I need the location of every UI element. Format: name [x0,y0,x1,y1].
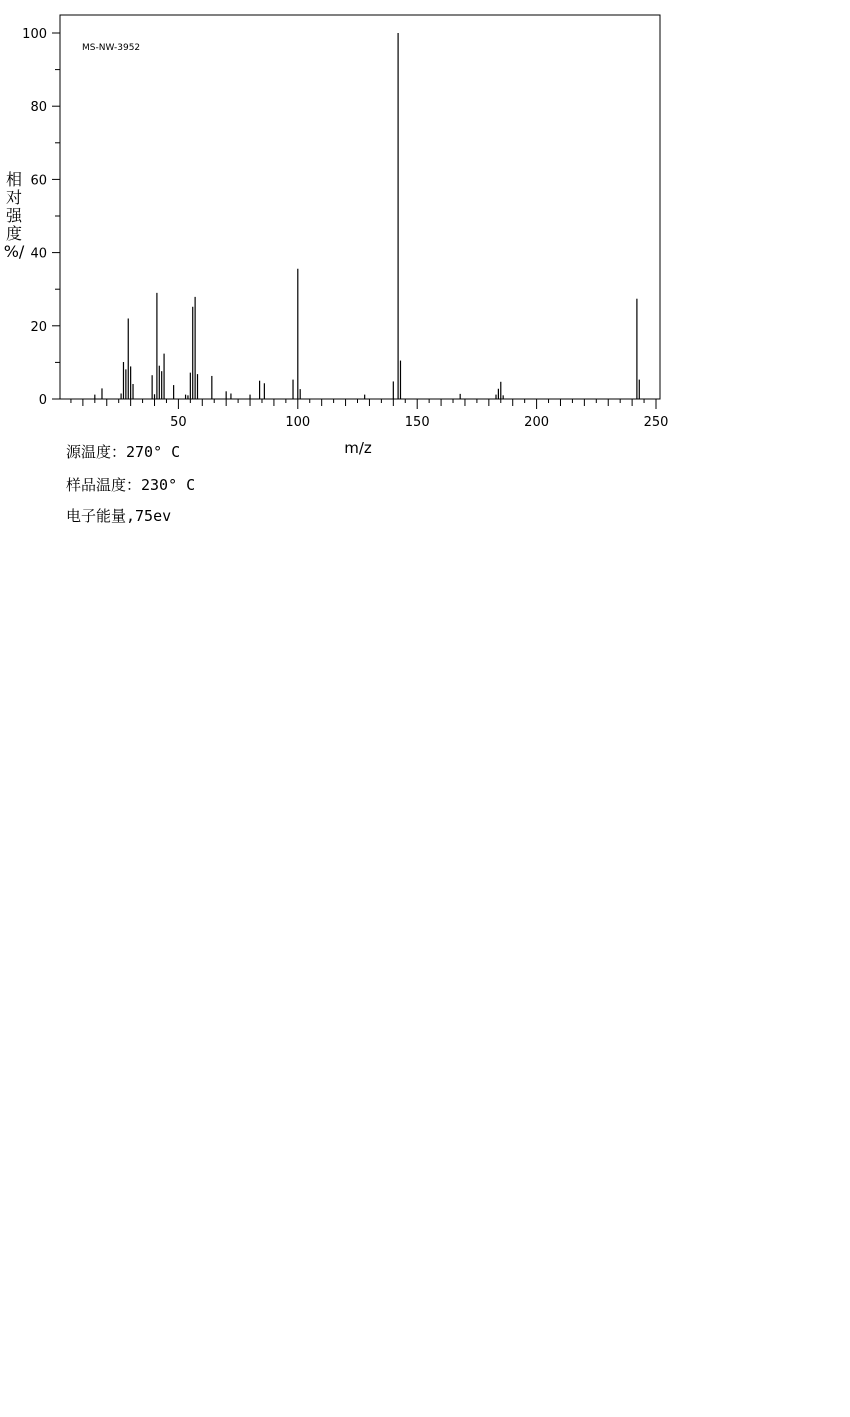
x-tick-label: 200 [524,415,550,430]
y-tick-label: 40 [30,246,47,262]
y-label-char: 相 [5,170,23,189]
x-tick-label: 150 [404,415,430,430]
x-tick-label: 100 [285,415,311,430]
x-axis-label: m/z [344,439,372,457]
x-tick-label: 250 [643,415,669,430]
y-tick-label: 60 [30,173,47,189]
y-tick-label: 20 [30,319,47,335]
y-label-char: 对 [5,188,23,207]
plot-frame [60,15,660,399]
spectrum-bars [95,33,639,399]
sample-temperature: 样品温度：230° C [66,476,196,494]
y-label-char: 强 [5,206,23,225]
y-tick-label: 100 [22,27,47,42]
electron-energy: 电子能量,75ev [66,507,172,525]
mass-spectrum-chart [0,0,850,465]
y-tick-label: 80 [30,100,47,116]
y-label-char: %/ [3,242,25,261]
source-temperature: 源温度：270° C [66,443,181,461]
y-axis [22,27,60,408]
y-tick-label: 0 [38,393,47,408]
x-tick-label: 50 [170,415,187,430]
chart-title: MS-NW-3952 [82,43,141,53]
x-axis [71,399,668,430]
y-label-char: 度 [5,224,23,243]
y-axis-label [4,170,25,261]
